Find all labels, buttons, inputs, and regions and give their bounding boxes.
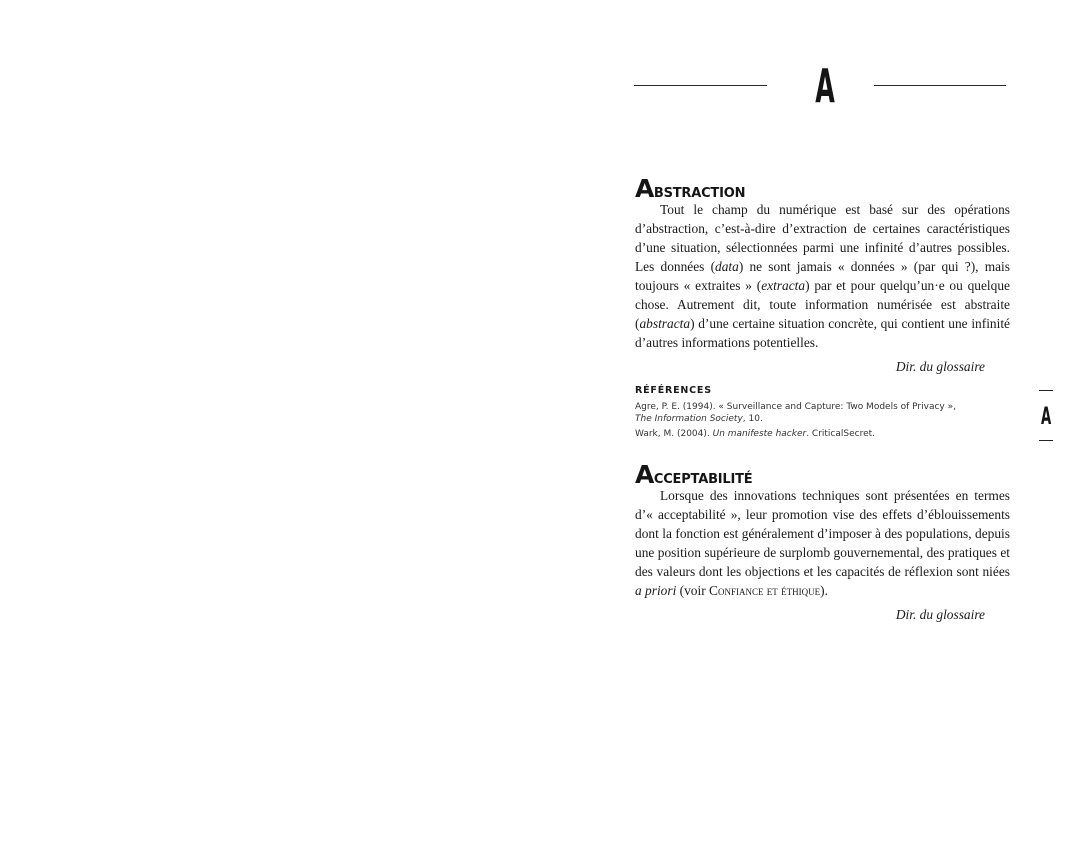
cross-reference: Confiance et éthique (709, 583, 821, 598)
glossary-entry-abstraction (635, 174, 1010, 440)
text-run: (voir (676, 583, 710, 598)
glossary-entry-acceptabilite (635, 460, 1010, 624)
text-run: ) par et pour quelqu’un·e ou quelque chose. Autrement dit, toute information numérisée est abstraite ( (635, 278, 1010, 331)
chapter-rule-left (634, 85, 767, 86)
italic-text: abstracta (639, 316, 691, 331)
text-run: ). (820, 583, 828, 598)
headword-initial: A (635, 460, 654, 489)
references-heading: RÉFÉRENCES (635, 385, 712, 396)
italic-text: The Information Society (635, 414, 743, 424)
italic-text: Un manifeste hacker (712, 429, 807, 439)
text-run: Tout le champ du numérique est basé sur des opérations d’abstraction, c’est-à-dire d’extraction de certaines caractéristiques d’une situation, sélectionnées parmi une infinité d’autres possibles. Les données ( (635, 202, 1010, 274)
text-run: Wark, M. (2004). (635, 429, 713, 439)
headword-rest: CCEPTABILITÉ (653, 472, 753, 487)
italic-text: extracta (761, 278, 806, 293)
entry-paragraph (635, 200, 1010, 352)
text-run: Lorsque des innovations techniques sont présentées en termes d’« acceptabilité », leur promotion vise des effets d’éblouissements dont la fonction est généralement d’imposer à des populations, depuis une position supérieure de surplomb gouvernemental, des pratiques et des valeurs dont les objections et les capacités de réflexion sont niées (635, 488, 1010, 579)
chapter-letter: A (815, 59, 835, 113)
chapter-rule-right (874, 85, 1006, 86)
text-run: ) ne sont jamais « données » (par qui ?), mais toujours « extraites » ( (635, 259, 1010, 293)
entry-paragraph (635, 486, 1010, 600)
side-tab-rule-bottom (1039, 440, 1053, 441)
text-run: , 10. (742, 414, 763, 424)
italic-text: a priori (635, 583, 677, 598)
text-run: Agre, P. E. (1994). « Surveillance and Capture: Two Models of Privacy », (635, 402, 956, 412)
entry-attribution: Dir. du glossaire (895, 607, 985, 622)
text-run: ) d’une certaine situation concrète, qui contient une infinité d’autres informations potentielles. (635, 316, 1010, 350)
text-run: . CriticalSecret. (806, 429, 876, 439)
reference-item (635, 428, 1010, 440)
side-tab-rule-top (1039, 390, 1053, 391)
italic-text: data (715, 259, 739, 274)
side-tab-letter: A (1041, 402, 1052, 430)
headword-initial: A (635, 174, 654, 203)
reference-item (635, 401, 1010, 425)
entry-attribution: Dir. du glossaire (895, 359, 985, 374)
headword-rest: BSTRACTION (653, 186, 746, 201)
